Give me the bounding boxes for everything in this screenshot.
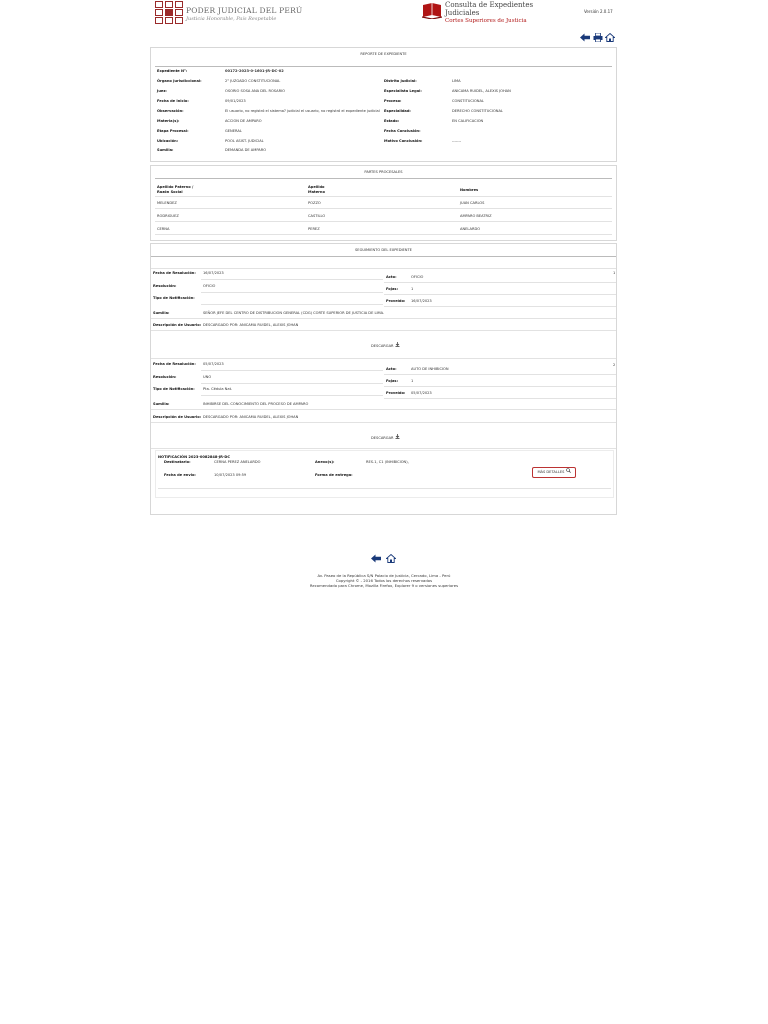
download-icon (395, 436, 400, 440)
estado-label: Estado: (384, 119, 400, 123)
reporte-title: REPORTE DE EXPEDIENTE (360, 52, 407, 56)
fojas-label: Fojas: (386, 287, 399, 291)
magnifier-icon (566, 470, 571, 474)
parte-cell: CASTILLO (308, 214, 326, 218)
parte-cell: PEREZ (308, 227, 320, 231)
materia-label: Materia(s): (157, 119, 180, 123)
parte-cell: MELENDEZ (157, 201, 177, 205)
book-logo-icon (422, 2, 442, 19)
ubicacion-label: Ubicación: (157, 139, 179, 143)
pj-subtitle: Justicia Honorable, País Respetable (186, 16, 277, 22)
descargar-link[interactable]: DESCARGAR (371, 434, 400, 440)
pj-title: PODER JUDICIAL DEL PERÚ (186, 6, 303, 15)
notificacion-box (155, 450, 614, 498)
sumilla-value: INHIBIRSE DEL CONOCIMIENTO DEL PROCESO DE AMPARO (203, 402, 309, 406)
resolucion-label: Resolución: (153, 284, 177, 288)
item-number: 2 (613, 363, 616, 367)
resolucion-value: UNO (203, 375, 212, 379)
anexos-value: RES.1, C1 (INHIBICION), (366, 460, 409, 464)
parte-cell: ANELARDO (460, 227, 481, 231)
sumilla-value: SEÑOR JEFE DEL CENTRO DE DISTRIBUCION GENERAL (CDG) CORTE SUPERIOR DE JUSTICIA DE LIMA. (203, 311, 385, 315)
juez-value: OSORIO SOSA ANA DEL ROSARIO (225, 89, 285, 93)
fojas-label: Fojas: (386, 379, 399, 383)
version-label: Versión 2.0.17 (584, 9, 613, 14)
especialidad-value: DERECHO CONSTITUCIONAL (452, 109, 503, 113)
etapa-value: GENERAL (225, 129, 242, 133)
proceso-value: CONSTITUCIONAL (452, 99, 484, 103)
cej-title: Consulta de Expedientes Judiciales (445, 1, 534, 17)
distrito-value: LIMA (452, 79, 461, 83)
tipo-notificacion-label: Tipo de Notificación: (153, 296, 195, 300)
fecha-resolucion-label: Fecha de Resolución: (153, 362, 196, 366)
mas-detalles-button[interactable]: MÁS DETALLES (532, 467, 576, 478)
expediente-value: 00172-2023-0-1601-JR-DC-02 (225, 69, 284, 73)
proceso-label: Proceso: (384, 99, 402, 103)
sumilla-label: Sumilla: (153, 311, 170, 315)
parte-cell: AMPARO BEATRIZ (460, 214, 492, 218)
poder-judicial-logo (155, 1, 183, 25)
descripcion-usuario-label: Descripción de Usuario: (153, 415, 202, 419)
sumilla-label: Sumilla: (157, 148, 174, 152)
juez-label: Juez: (157, 89, 167, 93)
fecha-resolucion-value: 16/07/2023 (203, 271, 224, 275)
footer-address: Av. Paseo de la República S/N Palacio de Justicia, Cercado, Lima - Perú (317, 573, 451, 578)
descripcion-usuario-value: DESCARGADO POR: ANICAMA RUIDEL, ALEXIS JOHAN (203, 323, 299, 327)
expediente-label: Expediente N°: (157, 69, 188, 73)
acto-label: Acto: (386, 367, 397, 371)
home-icon[interactable] (605, 27, 615, 46)
descripcion-usuario-value: DESCARGADO POR: ANICAMA RUIDEL, ALEXIS JOHAN (203, 415, 299, 419)
download-icon (395, 344, 400, 348)
proveido-label: Proveído: (386, 299, 406, 303)
especialidad-label: Especialidad: (384, 109, 411, 113)
seguimiento-title: SEGUIMIENTO DEL EXPEDIENTE (355, 248, 412, 252)
header (0, 0, 768, 40)
destinatario-value: CERNA PEREZ ANELARDO (214, 460, 261, 464)
acto-value: AUTO DE INHIBICION (411, 367, 449, 371)
observacion-value: El usuario, no registró el sistema? judicial el usuario, no registró el expediente judicial (225, 109, 380, 113)
home-icon[interactable] (386, 548, 396, 567)
col-nombres: Nombres (460, 188, 479, 192)
organo-label: Órgano Jurisdiccional: (157, 79, 202, 83)
motivo-conclusion-value: ------- (452, 139, 462, 143)
resolucion-value: OFICIO (203, 284, 216, 288)
proveido-value: 16/07/2023 (411, 299, 432, 303)
anexos-label: Anexo(s): (315, 460, 335, 464)
parte-cell: RODRIGUEZ (157, 214, 179, 218)
parte-cell: CERNA (157, 227, 170, 231)
tipo-notificacion-label: Tipo de Notificación: (153, 387, 195, 391)
etapa-label: Etapa Procesal: (157, 129, 189, 133)
descargar-link[interactable]: DESCARGAR (371, 342, 400, 348)
fojas-value: 1 (411, 287, 414, 291)
parte-cell: POZZO (308, 201, 321, 205)
item-number: 1 (613, 271, 616, 275)
especialista-value: ANICAMA RUIDEL, ALEXIS JOHAN (452, 89, 511, 93)
fecha-resolucion-value: 05/07/2023 (203, 362, 224, 366)
fojas-value: 1 (411, 379, 414, 383)
partes-title: PARTES PROCESALES (364, 170, 403, 174)
destinatario-label: Destinatario: (164, 460, 191, 464)
resolucion-label: Resolución: (153, 375, 177, 379)
parte-cell: JUAN CARLOS (460, 201, 485, 205)
especialista-label: Especialista Legal: (384, 89, 422, 93)
observacion-label: Observación: (157, 109, 184, 113)
fecha-resolucion-label: Fecha de Resolución: (153, 271, 196, 275)
fecha-envio-label: Fecha de envio: (164, 473, 196, 477)
reporte-panel (150, 47, 617, 162)
ubicacion-value: POOL ASIST. JUDICIAL (225, 139, 264, 143)
back-arrow-icon[interactable] (371, 548, 381, 567)
fecha-inicio-value: 09/01/2023 (225, 99, 246, 103)
proveido-label: Proveído: (386, 391, 406, 395)
notificacion-title: NOTIFICACIÓN 2023-0082848-JR-DC (158, 455, 231, 459)
materia-value: ACCION DE AMPARO (225, 119, 262, 123)
col-apellido-paterno: Apellido Paterno / Razón Social (157, 185, 194, 194)
motivo-conclusion-label: Motivo Conclusión: (384, 139, 423, 143)
descripcion-usuario-label: Descripción de Usuario: (153, 323, 202, 327)
footer-browsers: Recomendado para Chrome, Mozilla Firefox, Explorer 9 o versiones superiores (309, 583, 459, 589)
acto-label: Acto: (386, 275, 397, 279)
footer-copyright: Copyright © - 2016 Todos los derechos reservados (335, 578, 433, 584)
distrito-label: Distrito Judicial: (384, 79, 417, 83)
forma-entrega-label: Forma de entrega: (315, 473, 353, 477)
footer (0, 573, 768, 589)
fecha-envio-value: 10/07/2023 09:59 (214, 473, 247, 477)
proveido-value: 05/07/2023 (411, 391, 432, 395)
printer-icon[interactable] (593, 27, 603, 46)
partes-panel (150, 165, 617, 241)
estado-value: EN CALIFICACION (452, 119, 484, 123)
fecha-inicio-label: Fecha de Inicio: (157, 99, 189, 103)
fecha-conclusion-label: Fecha Conclusión: (384, 129, 421, 133)
sumilla-label: Sumilla: (153, 402, 170, 406)
sumilla-value: DEMANDA DE AMPARO (225, 148, 267, 152)
back-arrow-icon[interactable] (580, 27, 590, 46)
tipo-notificacion-value: Pta. Cédula Nat. (203, 387, 233, 391)
cej-subtitle: Cortes Superiores de Justicia (445, 18, 527, 24)
seguimiento-panel (150, 243, 617, 515)
organo-value: 2° JUZGADO CONSTITUCIONAL (225, 79, 281, 83)
col-apellido-materno: Apellido Materno (308, 185, 325, 194)
acto-value: OFICIO (411, 275, 424, 279)
